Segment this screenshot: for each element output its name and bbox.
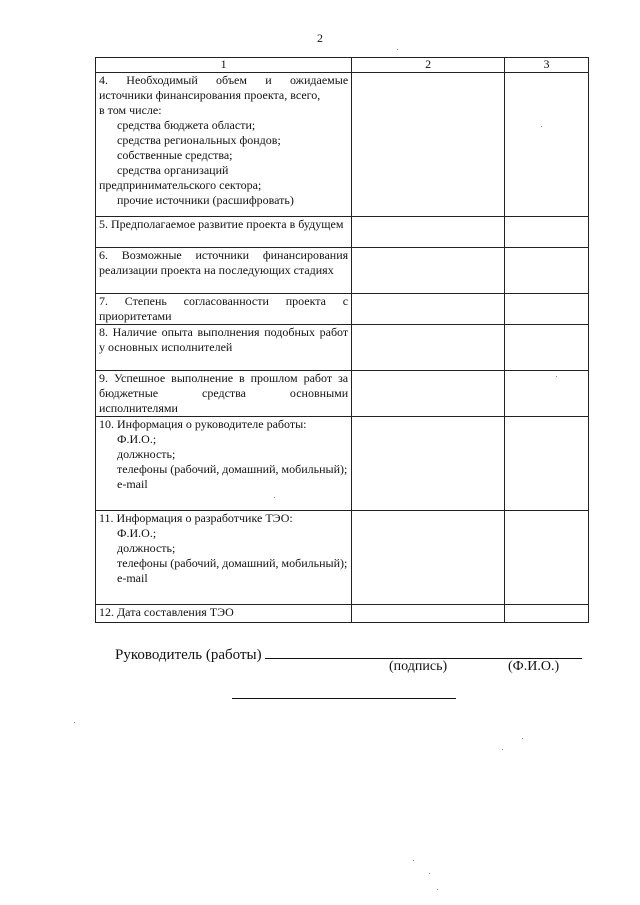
row-6-label: 6. Возможные источники финансирования реализации проекта на последующих стадиях	[96, 248, 352, 294]
column-header-3: 3	[505, 58, 589, 73]
column-header-2: 2	[352, 58, 505, 73]
row-10-email: e-mail	[117, 477, 148, 491]
row-4-line: предпринимательского сектора;	[99, 178, 262, 192]
signature-label: Руководитель (работы)	[115, 647, 262, 663]
row-5-col-2[interactable]	[352, 217, 505, 248]
row-6-col-2[interactable]	[352, 248, 505, 294]
row-11-phones: телефоны (рабочий, домашний, мобильный);	[117, 556, 348, 570]
scan-speck	[429, 873, 430, 874]
row-10-phones: телефоны (рабочий, домашний, мобильный);	[117, 462, 348, 476]
row-11-position: должность;	[117, 541, 176, 555]
bottom-rule	[232, 698, 456, 699]
row-9-col-3[interactable]	[505, 371, 589, 417]
row-7-col-3[interactable]	[505, 294, 589, 325]
scan-speck	[522, 738, 523, 739]
scan-speck	[437, 889, 438, 890]
table-row	[96, 325, 589, 371]
row-9-col-2[interactable]	[352, 371, 505, 417]
teo-table	[95, 57, 589, 623]
signature-caption: (подпись)	[389, 659, 448, 674]
scan-speck	[556, 376, 557, 377]
scan-speck	[502, 749, 503, 750]
row-8-col-2[interactable]	[352, 325, 505, 371]
row-9-label: 9. Успешное выполнение в прошлом работ за бюджетные средства основными исполнителями	[96, 371, 352, 417]
table-row	[96, 511, 589, 605]
row-11-label	[96, 511, 352, 605]
row-11-col-3[interactable]	[505, 511, 589, 605]
row-4-regional-item: средства региональных фондов;	[117, 133, 281, 147]
row-4-first-line: 4. Необходимый объем и ожидаемые	[99, 73, 349, 87]
column-header-1: 1	[96, 58, 352, 73]
scan-speck	[541, 126, 542, 127]
table-row	[96, 73, 589, 217]
row-8-col-3[interactable]	[505, 325, 589, 371]
row-11-title: 11. Информация о разработчике ТЭО:	[99, 511, 293, 525]
row-10-fio: Ф.И.О.;	[117, 432, 157, 446]
scan-speck	[413, 860, 414, 861]
row-10-col-2[interactable]	[352, 417, 505, 511]
row-12-col-2[interactable]	[352, 605, 505, 623]
row-7-col-2[interactable]	[352, 294, 505, 325]
row-7-label: 7. Степень согласованности проекта с приоритетами	[96, 294, 352, 325]
row-5-label: 5. Предполагаемое развитие проекта в будущем	[96, 217, 352, 248]
row-4-col-2[interactable]	[352, 73, 505, 217]
table-row	[96, 417, 589, 511]
row-10-title: 10. Информация о руководителе работы:	[99, 417, 307, 431]
row-4-label	[96, 73, 352, 217]
signature-line[interactable]	[265, 645, 582, 659]
row-11-col-2[interactable]	[352, 511, 505, 605]
table-row	[96, 248, 589, 294]
row-12-label: 12. Дата составления ТЭО	[96, 605, 352, 623]
table-header-row	[96, 58, 589, 73]
row-11-fio: Ф.И.О.;	[117, 526, 157, 540]
table-row	[96, 371, 589, 417]
row-6-col-3[interactable]	[505, 248, 589, 294]
table-row	[96, 294, 589, 325]
scan-speck	[397, 49, 398, 50]
row-4-col-3[interactable]	[505, 73, 589, 217]
row-10-col-3[interactable]	[505, 417, 589, 511]
scan-speck	[74, 722, 75, 723]
row-12-col-3[interactable]	[505, 605, 589, 623]
row-8-label: 8. Наличие опыта выполнения подобных работ у основных исполнителей	[96, 325, 352, 371]
row-4-budget-item: средства бюджета области;	[117, 118, 256, 132]
row-4-line: в том числе:	[99, 103, 162, 117]
table-row	[96, 217, 589, 248]
row-5-col-3[interactable]	[505, 217, 589, 248]
scan-speck	[274, 497, 275, 498]
row-4-other-item: прочие источники (расшифровать)	[117, 193, 294, 207]
row-10-position: должность;	[117, 447, 176, 461]
row-11-email: e-mail	[117, 571, 148, 585]
row-10-label	[96, 417, 352, 511]
fio-caption: (Ф.И.О.)	[508, 659, 560, 674]
row-4-own-item: собственные средства;	[117, 148, 233, 162]
page-number: 2	[317, 31, 323, 45]
table-row	[96, 605, 589, 623]
row-4-line: источники финансирования проекта, всего,	[99, 88, 321, 102]
row-4-org-item: средства организаций	[117, 163, 229, 177]
